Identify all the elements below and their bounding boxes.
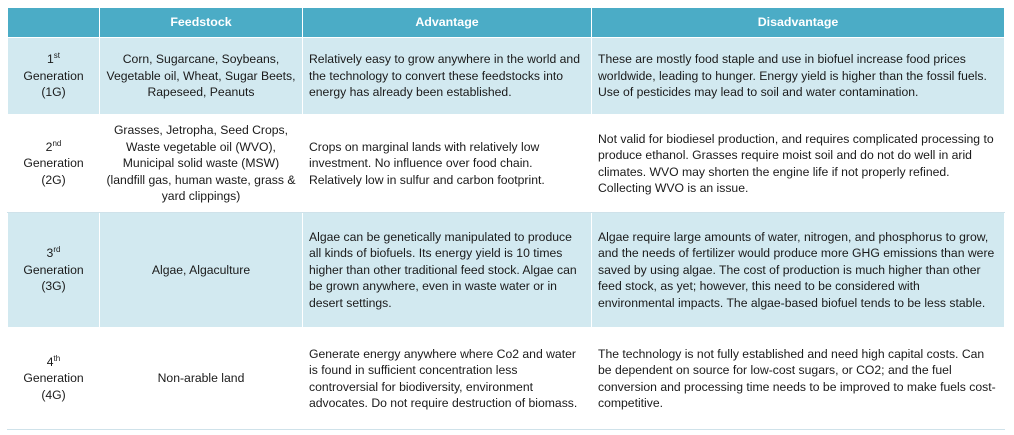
generation-abbr: (4G) [41, 387, 66, 402]
generation-ordinal: th [53, 353, 61, 363]
generation-label: Generation [23, 371, 84, 386]
disadvantage-cell: The technology is not fully established and need high capital costs. Can be dependent on source for low-cost sugars, or CO2; and the fuel conversion and processing time needs to be improved to make fuels cost-competitive. [592, 328, 1005, 430]
generation-number: 1 [46, 52, 54, 67]
generation-ordinal: nd [52, 138, 62, 148]
header-generation [8, 8, 100, 38]
biofuel-generations-table [7, 7, 1005, 430]
generation-abbr: (3G) [41, 279, 66, 294]
generation-cell [8, 38, 100, 115]
generation-abbr: (2G) [41, 172, 66, 187]
generation-number: 3 [46, 246, 54, 261]
generation-cell [8, 115, 100, 213]
header-advantage: Advantage [303, 8, 592, 38]
table-row [8, 213, 1005, 328]
advantage-cell: Relatively easy to grow anywhere in the world and the technology to convert these feedstocks into energy has already been established. [303, 38, 592, 115]
generation-abbr: (1G) [41, 85, 66, 100]
generation-ordinal: st [53, 51, 60, 61]
advantage-cell: Crops on marginal lands with relatively low investment. No influence over food chain. Relatively low in sulfur and carbon footprint. [303, 115, 592, 213]
feedstock-cell: Algae, Algaculture [100, 213, 303, 328]
header-feedstock: Feedstock [100, 8, 303, 38]
generation-cell [8, 213, 100, 328]
generation-number: 4 [46, 354, 54, 369]
feedstock-cell: Corn, Sugarcane, Soybeans, Vegetable oil, Wheat, Sugar Beets, Rapeseed, Peanuts [100, 38, 303, 115]
generation-number: 2 [45, 139, 53, 154]
generation-label: Generation [23, 68, 84, 83]
disadvantage-cell: Not valid for biodiesel production, and requires complicated processing to produce ethanol. Grasses require moist soil and do not do well in arid climates. WVO may shorten the engine life if not properly refined. Collecting WVO is an issue. [592, 115, 1005, 213]
disadvantage-cell: These are mostly food staple and use in biofuel increase food prices worldwide, leading to hunger. Energy yield is higher than the fossil fuels. Use of pesticides may lead to soil and water contamination. [592, 38, 1005, 115]
generation-ordinal: rd [53, 245, 61, 255]
advantage-cell: Algae can be genetically manipulated to produce all kinds of biofuels. Its energy yield is 10 times higher than other traditional feed stock. Algae can be grown anywhere, even in waste water or in desert settings. [303, 213, 592, 328]
table-row [8, 38, 1005, 115]
generation-label: Generation [23, 262, 84, 277]
header-disadvantage: Disadvantage [592, 8, 1005, 38]
table-row [8, 115, 1005, 213]
feedstock-cell: Non-arable land [100, 328, 303, 430]
generation-cell [8, 328, 100, 430]
generation-label: Generation [23, 156, 84, 171]
disadvantage-cell: Algae require large amounts of water, nitrogen, and phosphorus to grow, and the needs of fertilizer would produce more GHG emissions than were saved by using algae. The cost of production is much higher than other feed stock, as yet; however, this need to be considered with environmental impacts. The algae-based biofuel tends to be less stable. [592, 213, 1005, 328]
table-row [8, 328, 1005, 430]
feedstock-cell: Grasses, Jetropha, Seed Crops, Waste vegetable oil (WVO), Municipal solid waste (MSW) (landfill gas, human waste, grass & yard clippings) [100, 115, 303, 213]
header-row [8, 8, 1005, 38]
advantage-cell: Generate energy anywhere where Co2 and water is found in sufficient concentration less controversial for biodiversity, environment advocates. Do not require destruction of biomass. [303, 328, 592, 430]
